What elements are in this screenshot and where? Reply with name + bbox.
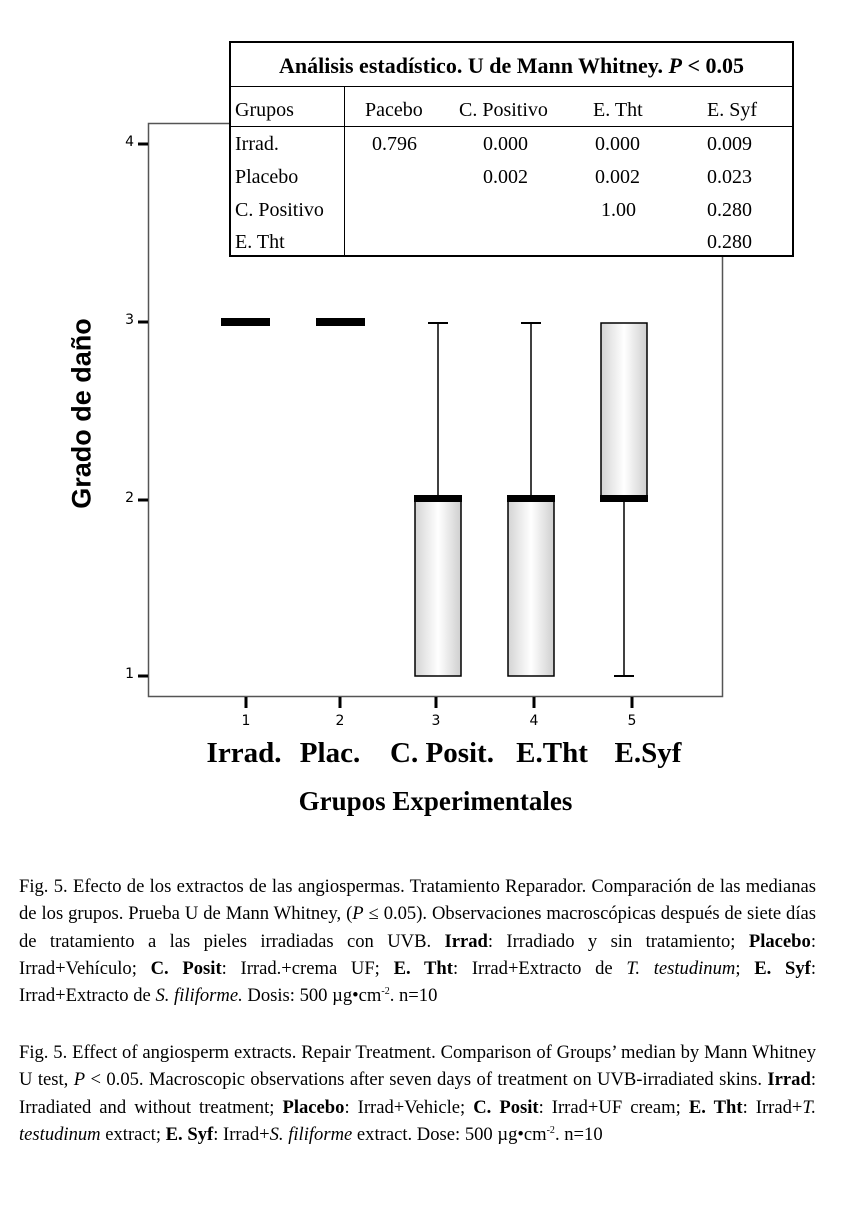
- table-row-label: Placebo: [235, 166, 299, 188]
- box-irrad-median: [221, 318, 270, 326]
- x-tick-label: 4: [529, 713, 539, 729]
- group-label-placebo: Plac.: [299, 737, 361, 769]
- stats-table-title: Análisis estadístico. U de Mann Whitney. P < 0.05: [231, 43, 792, 87]
- table-divider: [231, 126, 792, 127]
- y-tick-label: 4: [125, 134, 134, 150]
- table-cell: 0.000: [595, 133, 640, 155]
- group-label-e-tht: E.Tht: [516, 737, 588, 769]
- table-header: Pacebo: [365, 99, 423, 121]
- group-label-e-syf: E.Syf: [614, 737, 682, 769]
- table-cell: 1.00: [601, 199, 636, 221]
- group-label-c-posit: C. Posit.: [390, 737, 494, 769]
- y-tick-label: 1: [125, 666, 134, 682]
- box-c-posit: [414, 323, 462, 676]
- box-placebo-median: [316, 318, 365, 326]
- figure-caption-spanish: Fig. 5. Efecto de los extractos de las angiospermas. Tratamiento Reparador. Comparación de las medianas de los grupos. Prueba U de Mann Whitney, (P ≤ 0.05). Observaciones macroscópicas después de siete días de tratamiento a las pieles irradiadas con UVB. Irrad: Irradiado y sin tratamiento; Placebo: Irrad+Vehículo; C. Posit: Irrad.+crema UF; E. Tht: Irrad+Extracto de T. testudinum; E. Syf: Irrad+Extracto de S. filiforme. Dosis: 500 $\mu g•cm^{-2}$. n=10: [19, 876, 816, 1007]
- x-tick-label: 2: [335, 713, 345, 729]
- table-header: E. Syf: [707, 99, 757, 121]
- table-header: Grupos: [235, 99, 294, 121]
- x-tick-label: 5: [627, 713, 637, 729]
- box-e-tht: [507, 323, 555, 676]
- x-tick-label: 3: [431, 713, 441, 729]
- x-tick-label: 1: [241, 713, 251, 729]
- y-axis-ticks: [138, 144, 148, 676]
- y-tick-label: 2: [125, 490, 134, 506]
- table-header: E. Tht: [593, 99, 643, 121]
- table-cell: 0.796: [372, 133, 417, 155]
- table-cell: 0.009: [707, 133, 752, 155]
- table-row-label: E. Tht: [235, 231, 285, 253]
- table-divider: [344, 86, 345, 255]
- table-cell: 0.280: [707, 231, 752, 253]
- table-cell: 0.023: [707, 166, 752, 188]
- box-e-syf: [600, 323, 648, 676]
- group-label-irrad: Irrad.: [206, 737, 282, 769]
- table-row-label: C. Positivo: [235, 199, 324, 221]
- x-axis-ticks: [246, 697, 632, 708]
- table-header: C. Positivo: [459, 99, 548, 121]
- table-cell: 0.002: [595, 166, 640, 188]
- figure-caption-english: Fig. 5. Effect of angiosperm extracts. Repair Treatment. Comparison of Groups’ median by Mann Whitney U test, P < 0.05. Macroscopic observations after seven days of treatment on UVB-irradiated skins. Irrad: Irradiated and without treatment; Placebo: Irrad+Vehicle; C. Posit: Irrad+UF cream; E. Tht: Irrad+T. testudinum extract; E. Syf: Irrad+S. filiforme extract. Dose: 500 $\mu g•cm^{-2}$. n=10: [19, 1042, 816, 1145]
- table-row-label: Irrad.: [235, 133, 279, 155]
- y-tick-label: 3: [125, 312, 134, 328]
- stats-table: [229, 41, 794, 257]
- y-axis-label: Grado de daño: [66, 318, 97, 509]
- table-cell: 0.000: [483, 133, 528, 155]
- table-cell: 0.280: [707, 199, 752, 221]
- table-cell: 0.002: [483, 166, 528, 188]
- x-axis-label: Grupos Experimentales: [298, 786, 573, 816]
